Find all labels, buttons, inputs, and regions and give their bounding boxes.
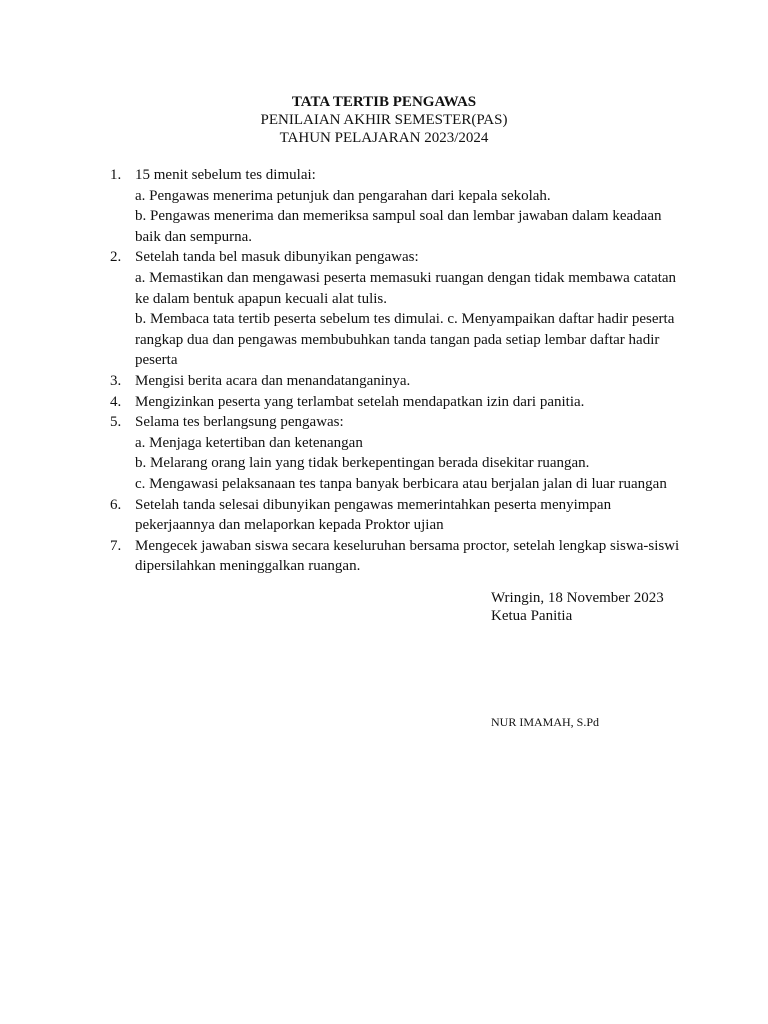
signature-place-date: Wringin, 18 November 2023 — [491, 590, 664, 606]
rule-sub-list — [135, 268, 680, 371]
signature-block — [491, 589, 664, 625]
rule-item — [110, 165, 680, 247]
rule-item — [110, 536, 680, 577]
signer-name: NUR IMAMAH, S.Pd — [491, 715, 600, 729]
rule-item — [110, 392, 680, 413]
rule-number: 5. — [110, 414, 122, 431]
rule-text: 15 menit sebelum tes dimulai: — [135, 167, 316, 183]
rule-number: 2. — [110, 249, 122, 266]
rule-text: Mengecek jawaban siswa secara keseluruhan bersama proctor, setelah lengkap siswa-siswi dipersilahkan meninggalkan ruangan. — [135, 537, 680, 575]
rule-sub-item: a. Menjaga ketertiban dan ketenangan — [135, 434, 363, 451]
rule-number: 3. — [110, 372, 122, 389]
rules-list — [110, 165, 680, 577]
rule-number: 1. — [110, 167, 122, 183]
rule-item — [110, 371, 680, 392]
rule-item — [110, 247, 680, 371]
rule-number: 7. — [110, 537, 122, 554]
rule-sub-item: a. Pengawas menerima petunjuk dan pengarahan dari kepala sekolah. — [135, 187, 551, 204]
rule-sub-list — [135, 186, 680, 248]
rule-text: Mengisi berita acara dan menandatanganinya. — [135, 372, 411, 389]
rule-item — [110, 495, 680, 536]
document-header — [0, 93, 768, 147]
rule-sub-item: b. Pengawas menerima dan memeriksa sampul soal dan lembar jawaban dalam keadaan baik dan sempurna. — [135, 208, 662, 245]
rule-sub-list — [135, 433, 680, 495]
rule-sub-item: b. Membaca tata tertib peserta sebelum tes dimulai. c. Menyampaikan daftar hadir peserta rangkap dua dan pengawas membubuhkan tanda tangan pada setiap lembar daftar hadir peserta — [135, 311, 675, 369]
rule-number: 6. — [110, 496, 122, 513]
document-subtitle-exam: PENILAIAN AKHIR SEMESTER(PAS) — [260, 112, 508, 128]
rule-text: Setelah tanda bel masuk dibunyikan pengawas: — [135, 249, 419, 266]
document-title: TATA TERTIB PENGAWAS — [291, 94, 477, 110]
rule-item — [110, 412, 680, 494]
rule-text: Selama tes berlangsung pengawas: — [135, 414, 344, 431]
rule-sub-item: c. Mengawasi pelaksanaan tes tanpa banyak berbicara atau berjalan jalan di luar ruangan — [135, 475, 667, 492]
signature-role: Ketua Panitia — [491, 608, 573, 624]
rule-sub-item: b. Melarang orang lain yang tidak berkepentingan berada disekitar ruangan. — [135, 455, 590, 472]
rule-text: Setelah tanda selesai dibunyikan pengawas memerintahkan peserta menyimpan pekerjaannya dan melaporkan kepada Proktor ujian — [135, 496, 612, 534]
document-subtitle-year: TAHUN PELAJARAN 2023/2024 — [279, 130, 489, 146]
rule-text: Mengizinkan peserta yang terlambat setelah mendapatkan izin dari panitia. — [135, 393, 585, 410]
rule-number: 4. — [110, 393, 122, 410]
rule-sub-item: a. Memastikan dan mengawasi peserta memasuki ruangan dengan tidak membawa catatan ke dalam bentuk apapun kecuali alat tulis. — [135, 269, 677, 307]
